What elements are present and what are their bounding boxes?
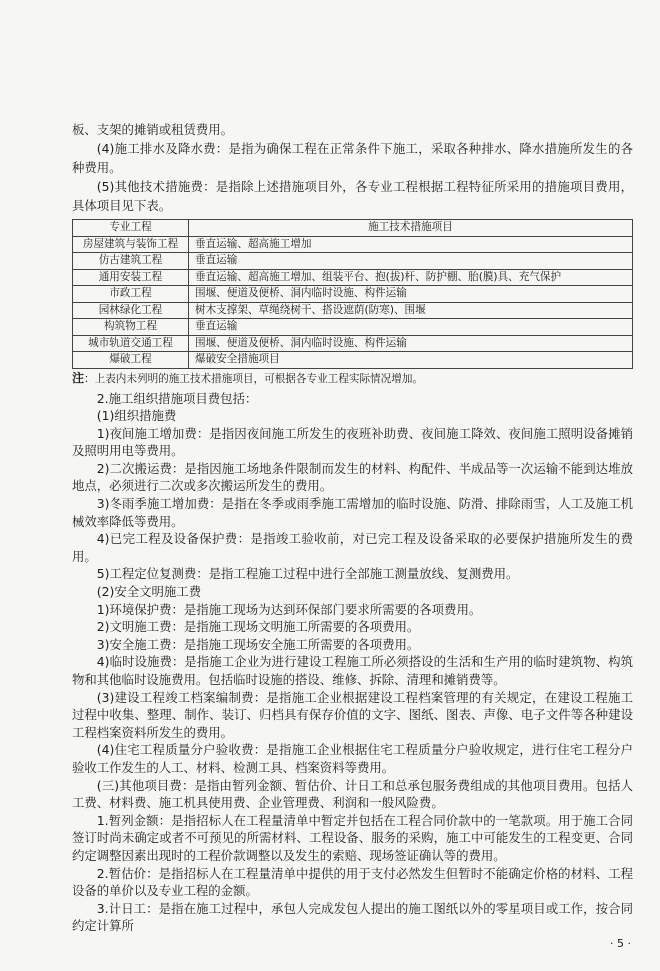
- paragraph: 板、支架的摊销或租赁费用。: [72, 122, 234, 137]
- paragraph: 3.计日工：是指在施工过程中，承包人完成发包人提出的施工图纸以外的零星项目或工作，按合同约定计算所: [72, 900, 633, 934]
- cell-measures: 围堰、便道及便桥、洞内临时设施、构件运输: [189, 286, 633, 303]
- paragraph: 4)已完工程及设备保护费：是指竣工验收前，对已完工程及设备采取的必要保护措施所发生的费用。: [72, 531, 633, 564]
- paragraph: (三)其他项目费：是指由暂列金额、暂估价、计日工和总承包服务费组成的其他项目费用。包括人工费、材料费、施工机具使用费、企业管理费、利润和一般风险费。: [72, 777, 633, 811]
- paragraph: 4)临时设施费：是指施工企业为进行建设工程施工所必须搭设的生活和生产用的临时建筑物、构筑物和其他临时设施费用。包括临时设施的搭设、维修、拆除、清理和摊销费等。: [72, 654, 633, 687]
- paragraph: (2)安全文明施工费: [96, 584, 202, 600]
- paragraph: 1)夜间施工增加费：是指因夜间施工所发生的夜班补助费、夜间施工降效、夜间施工照明设备摊销及照明用电等费用。: [72, 425, 633, 459]
- note-label: 注: [72, 370, 85, 385]
- cell-measures: 垂直运输、超高施工增加: [189, 236, 633, 253]
- table-row: [73, 253, 633, 270]
- paragraph: (3)建设工程竣工档案编制费：是指施工企业根据建设工程档案管理的有关规定，在建设工程施工过程中收集、整理、制作、装订、归档具有保存价值的文字、图纸、图表、声像、电子文件等各种建设工程档案资料所发生的费用。: [72, 689, 633, 740]
- paragraph: 3)安全施工费：是指施工现场安全施工所需要的各项费用。: [96, 636, 420, 652]
- note-text: ：上表内未列明的施工技术措施项目，可根据各专业工程实际情况增加。: [84, 372, 424, 385]
- cell-discipline: 通用安装工程: [73, 269, 189, 286]
- paragraph: 5)工程定位复测费：是指工程施工过程中进行全部施工测量放线、复测费用。: [96, 566, 519, 582]
- table-note: [72, 371, 633, 386]
- body-section: [72, 390, 633, 935]
- table-row: [73, 236, 633, 253]
- table-row: [73, 286, 633, 303]
- table-row: [73, 319, 633, 336]
- cell-discipline: 构筑物工程: [73, 319, 189, 336]
- table-row: [73, 335, 633, 352]
- table-row: [73, 302, 633, 319]
- cell-measures: 树木支撑架、草绳绕树干、搭设遮荫(防寒)、围堰: [189, 302, 633, 319]
- column-header: 专业工程: [73, 220, 189, 237]
- table-row: [73, 352, 633, 369]
- column-header: 施工技术措施项目: [189, 220, 633, 237]
- paragraph: (1)组织措施费: [96, 408, 177, 424]
- cell-discipline: 市政工程: [73, 286, 189, 303]
- cell-measures: 围堰、便道及便桥、洞内临时设施、构件运输: [189, 335, 633, 352]
- paragraph: 2.施工组织措施项目费包括：: [96, 390, 258, 406]
- paragraph: (5)其他技术措施费：是指除上述措施项目外，各专业工程根据工程特征所采用的措施项目费用，具体项目见下表。: [72, 179, 633, 213]
- cell-discipline: 城市轨道交通工程: [73, 335, 189, 352]
- technical-measures-table: [72, 219, 633, 369]
- cell-discipline: 房屋建筑与装饰工程: [73, 236, 189, 253]
- cell-discipline: 园林绿化工程: [73, 302, 189, 319]
- cell-discipline: 仿古建筑工程: [73, 253, 189, 270]
- paragraph: 2)二次搬运费：是指因施工场地条件限制而发生的材料、构配件、半成品等一次运输不能到达堆放地点，必须进行二次或多次搬运所发生的费用。: [72, 460, 633, 494]
- cell-measures: 爆破安全措施项目: [189, 352, 633, 369]
- paragraph: 2.暂估价：是指招标人在工程量清单中提供的用于支付必然发生但暂时不能确定价格的材料、工程设备的单价以及专业工程的金额。: [72, 865, 633, 899]
- top-section: [72, 120, 633, 215]
- paragraph: (4)住宅工程质量分户验收费：是指施工企业根据住宅工程质量分户验收规定，进行住宅工程分户验收工作发生的人工、材料、检测工具、档案资料等费用。: [72, 742, 633, 775]
- cell-measures: 垂直运输: [189, 319, 633, 336]
- cell-measures: 垂直运输、超高施工增加、组装平台、抱(拔)杆、防护棚、胎(膜)具、充气保护: [189, 269, 633, 286]
- paragraph: 2)文明施工费：是指施工现场文明施工所需要的各项费用。: [96, 619, 420, 635]
- cell-measures: 垂直运输: [189, 253, 633, 270]
- paragraph: 1.暂列金额：是指招标人在工程量清单中暂定并包括在工程合同价款中的一笔款项。用于施工合同签订时尚未确定或者不可预见的所需材料、工程设备、服务的采购，施工中可能发生的工程变更、合同约定调整因素出现时的工程价款调整以及发生的索赔、现场签证确认等的费用。: [72, 812, 633, 863]
- paragraph: 3)冬雨季施工增加费：是指在冬季或雨季施工需增加的临时设施、防滑、排除雨雪，人工及施工机械效率降低等费用。: [72, 496, 633, 529]
- cell-discipline: 爆破工程: [73, 352, 189, 369]
- page-number: · 5 ·: [610, 936, 631, 950]
- paragraph: (4)施工排水及降水费：是指为确保工程在正常条件下施工，采取各种排水、降水措施所发生的各种费用。: [72, 141, 633, 175]
- paragraph: 1)环境保护费：是指施工现场为达到环保部门要求所需要的各项费用。: [96, 601, 482, 617]
- table-row: [73, 269, 633, 286]
- table-header-row: [73, 220, 633, 237]
